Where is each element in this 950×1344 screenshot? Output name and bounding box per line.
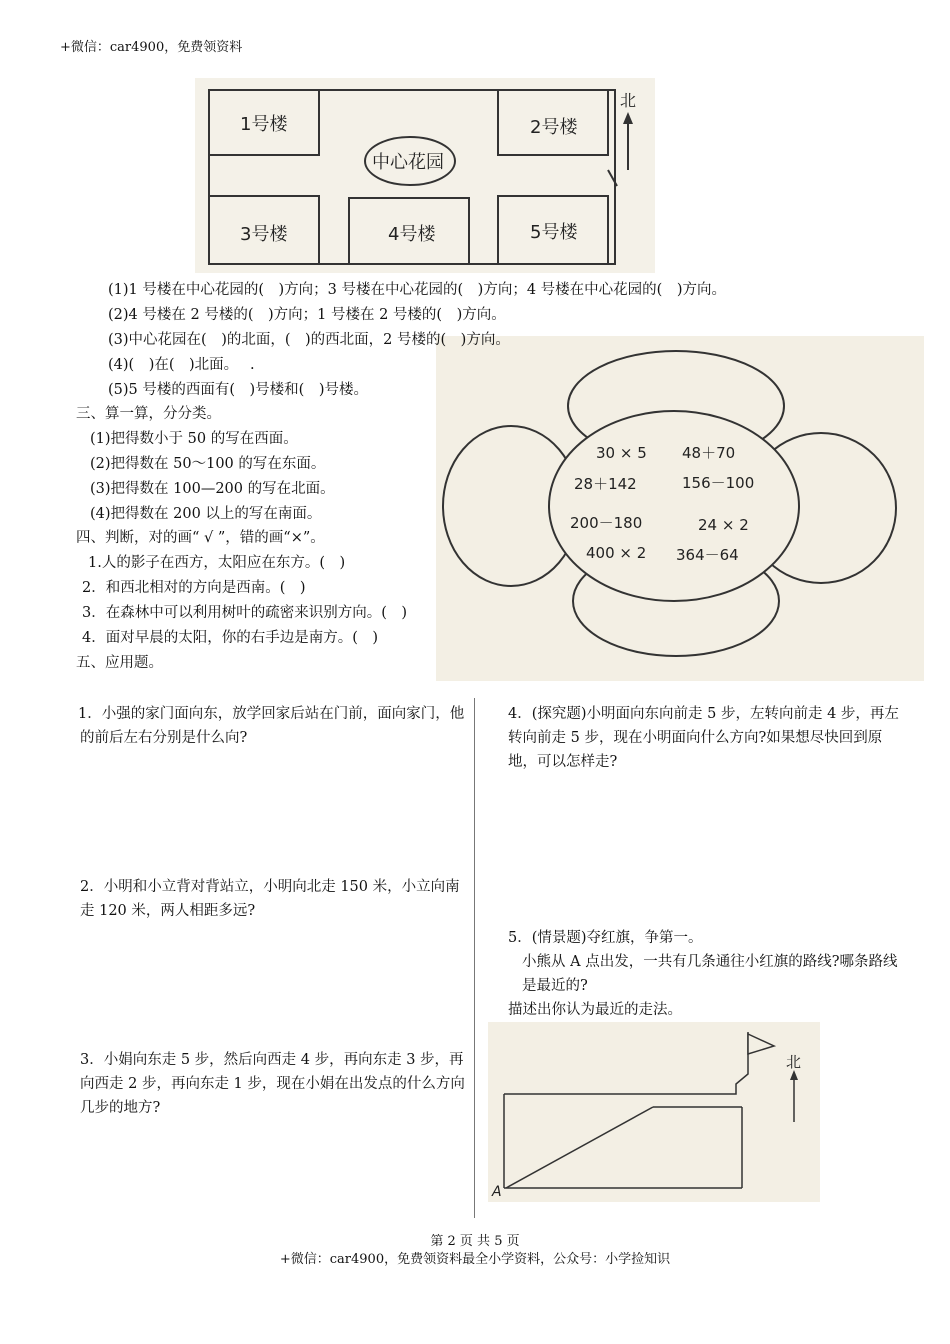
route-north-label: 北	[786, 1053, 802, 1071]
point-a-label: A	[492, 1184, 502, 1200]
route-north-arrow-icon	[790, 1070, 798, 1080]
section-4-title: 四、判断，对的画“ √ ”，错的画“×”。	[76, 530, 325, 546]
expr-8: 364－64	[676, 546, 739, 564]
judge-item-2: 2．和西北相对的方向是西南。( )	[82, 580, 306, 596]
judge-item-4: 4．面对早晨的太阳，你的右手边是南方。( )	[82, 630, 379, 646]
expr-6: 24 × 2	[698, 516, 749, 534]
application-q5-tail: 描述出你认为最近的走法。	[508, 1002, 682, 1018]
label-b4: 4号楼	[388, 224, 436, 245]
flower-drawing	[436, 336, 924, 681]
map-question-2: (2)4 号楼在 2 号楼的( )方向；1 号楼在 2 号楼的( )方向。	[108, 307, 506, 323]
section-3-title: 三、算一算，分分类。	[76, 406, 221, 422]
label-b5: 5号楼	[530, 222, 578, 243]
column-divider	[474, 698, 475, 1218]
judge-item-1: 1.人的影子在西方，太阳应在东方。( )	[88, 555, 346, 571]
page-number: 第 2 页 共 5 页	[430, 1234, 520, 1249]
map-question-3: (3)中心花园在( )的北面，( )的西北面，2 号楼的( )方向。	[108, 332, 510, 348]
red-flag-icon	[748, 1034, 774, 1054]
section-3-item-3: (3)把得数在 100—200 的写在北面。	[90, 481, 335, 497]
expr-7: 400 × 2	[586, 544, 647, 562]
label-b3: 3号楼	[240, 224, 288, 245]
map-question-1: (1)1 号楼在中心花园的( )方向；3 号楼在中心花园的( )方向；4 号楼在中心花园的( )方向。	[108, 282, 726, 298]
application-q3: 3．小娟向东走 5 步，然后向西走 4 步，再向东走 3 步，再向西走 2 步，再向东走 1 步，现在小娟在出发点的什么方向几步的地方?	[80, 1052, 465, 1116]
flower-center	[549, 411, 799, 601]
header-note: +微信：car4900，免费领资料	[60, 40, 243, 55]
application-q4: 4．(探究题)小明面向东向前走 5 步，左转向前走 4 步，再左转向前走 5 步，现在小明面向什么方向?如果想尽快回到原地，可以怎样走?	[508, 706, 899, 770]
application-q5-title: 5．(情景题)夺红旗，争第一。	[508, 930, 703, 946]
expr-2: 48＋70	[682, 444, 736, 462]
label-garden: 中心花园	[372, 152, 444, 173]
building-map	[195, 78, 655, 273]
map-question-5: (5)5 号楼的西面有( )号楼和( )号楼。	[108, 382, 369, 398]
map-question-4: (4)( )在( )北面。 .	[108, 357, 255, 373]
expr-4: 156－100	[682, 474, 755, 492]
map-drawing	[195, 78, 655, 273]
section-3-item-4: (4)把得数在 200 以上的写在南面。	[90, 506, 322, 522]
route-diagram	[488, 1022, 820, 1202]
application-q5-text: 小熊从 A 点出发，一共有几条通往小红旗的路线?哪条路线是最近的?	[522, 954, 898, 994]
section-5-title: 五、应用题。	[76, 655, 163, 671]
label-b2: 2号楼	[530, 117, 578, 138]
route-drawing	[488, 1022, 820, 1202]
application-q1: 1．小强的家门面向东，放学回家后站在门前，面向家门，他的前后左右分别是什么向?	[78, 706, 465, 746]
section-3-item-1: (1)把得数小于 50 的写在西面。	[90, 431, 298, 447]
flower-diagram	[436, 336, 924, 681]
north-label: 北	[620, 91, 637, 110]
north-arrow-icon	[623, 112, 633, 124]
expr-5: 200－180	[570, 514, 643, 532]
application-q2: 2．小明和小立背对背站立，小明向北走 150 米，小立向南走 120 米，两人相距多远?	[80, 879, 460, 919]
section-3-item-2: (2)把得数在 50～100 的写在东面。	[90, 456, 326, 472]
footer-note: +微信：car4900，免费领资料最全小学资料，公众号：小学捡知识	[279, 1252, 671, 1267]
label-b1: 1号楼	[240, 114, 288, 135]
expr-3: 28＋142	[574, 475, 637, 493]
expr-1: 30 × 5	[596, 444, 647, 462]
judge-item-3: 3．在森林中可以利用树叶的疏密来识别方向。( )	[82, 605, 408, 621]
